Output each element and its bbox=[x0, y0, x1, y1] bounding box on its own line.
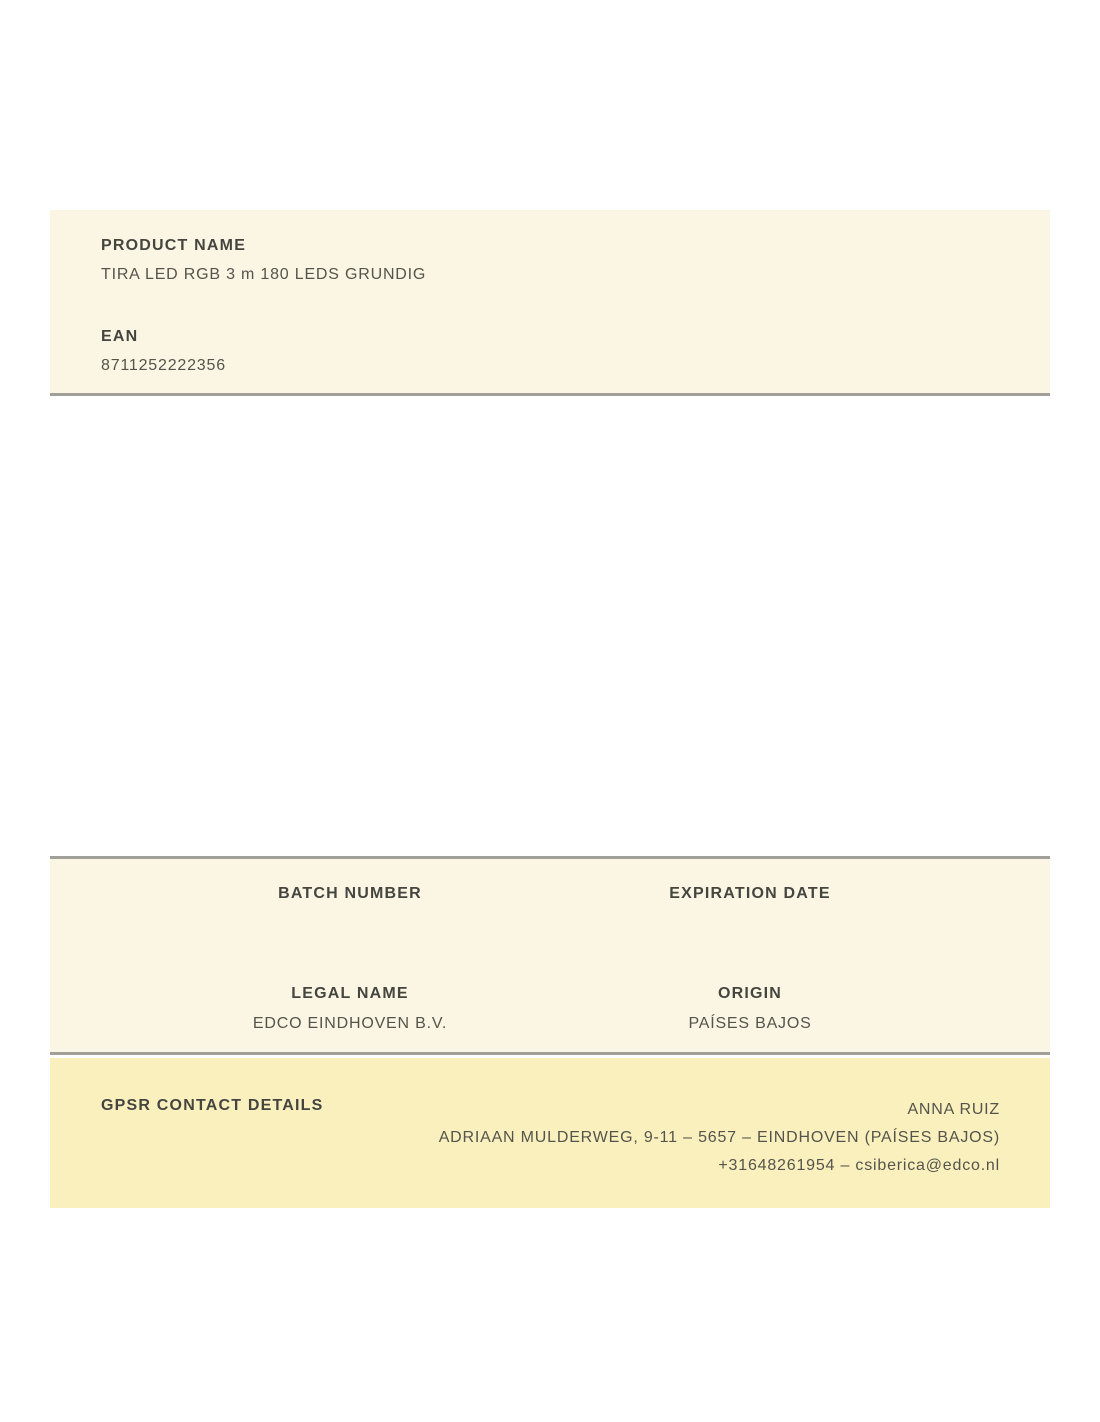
product-name-label: PRODUCT NAME bbox=[101, 237, 247, 254]
batch-number-field bbox=[150, 884, 550, 914]
details-row-batch-expiration bbox=[150, 884, 950, 914]
details-row-legal-origin bbox=[150, 984, 950, 1034]
gpsr-contact-name: ANNA RUIZ bbox=[907, 1101, 1000, 1118]
product-name-value: TIRA LED RGB 3 m 180 LEDS GRUNDIG bbox=[101, 266, 427, 283]
expiration-date-field bbox=[550, 884, 950, 914]
gpsr-contact-details-label: GPSR CONTACT DETAILS bbox=[101, 1097, 324, 1114]
gpsr-contact-phone-email: +31648261954 – csiberica@edco.nl bbox=[718, 1157, 1000, 1174]
gpsr-contact-address: ADRIAAN MULDERWEG, 9-11 – 5657 – EINDHOVEN (PAÍSES BAJOS) bbox=[438, 1129, 1000, 1146]
origin-value: PAÍSES BAJOS bbox=[688, 1015, 812, 1032]
expiration-date-label: EXPIRATION DATE bbox=[669, 885, 831, 902]
legal-name-label: LEGAL NAME bbox=[291, 985, 409, 1002]
details-row-spacer bbox=[50, 914, 1050, 984]
ean-label: EAN bbox=[101, 328, 139, 345]
details-section bbox=[50, 856, 1050, 1055]
origin-field bbox=[550, 984, 950, 1034]
product-section bbox=[50, 210, 1050, 396]
legal-name-field bbox=[150, 984, 550, 1034]
origin-label: ORIGIN bbox=[717, 985, 783, 1002]
ean-value: 8711252222356 bbox=[101, 357, 226, 374]
gpsr-section bbox=[50, 1058, 1050, 1208]
gpsr-contact-block bbox=[439, 1096, 1000, 1180]
batch-number-label: BATCH NUMBER bbox=[278, 885, 422, 902]
legal-name-value: EDCO EINDHOVEN B.V. bbox=[252, 1015, 448, 1032]
